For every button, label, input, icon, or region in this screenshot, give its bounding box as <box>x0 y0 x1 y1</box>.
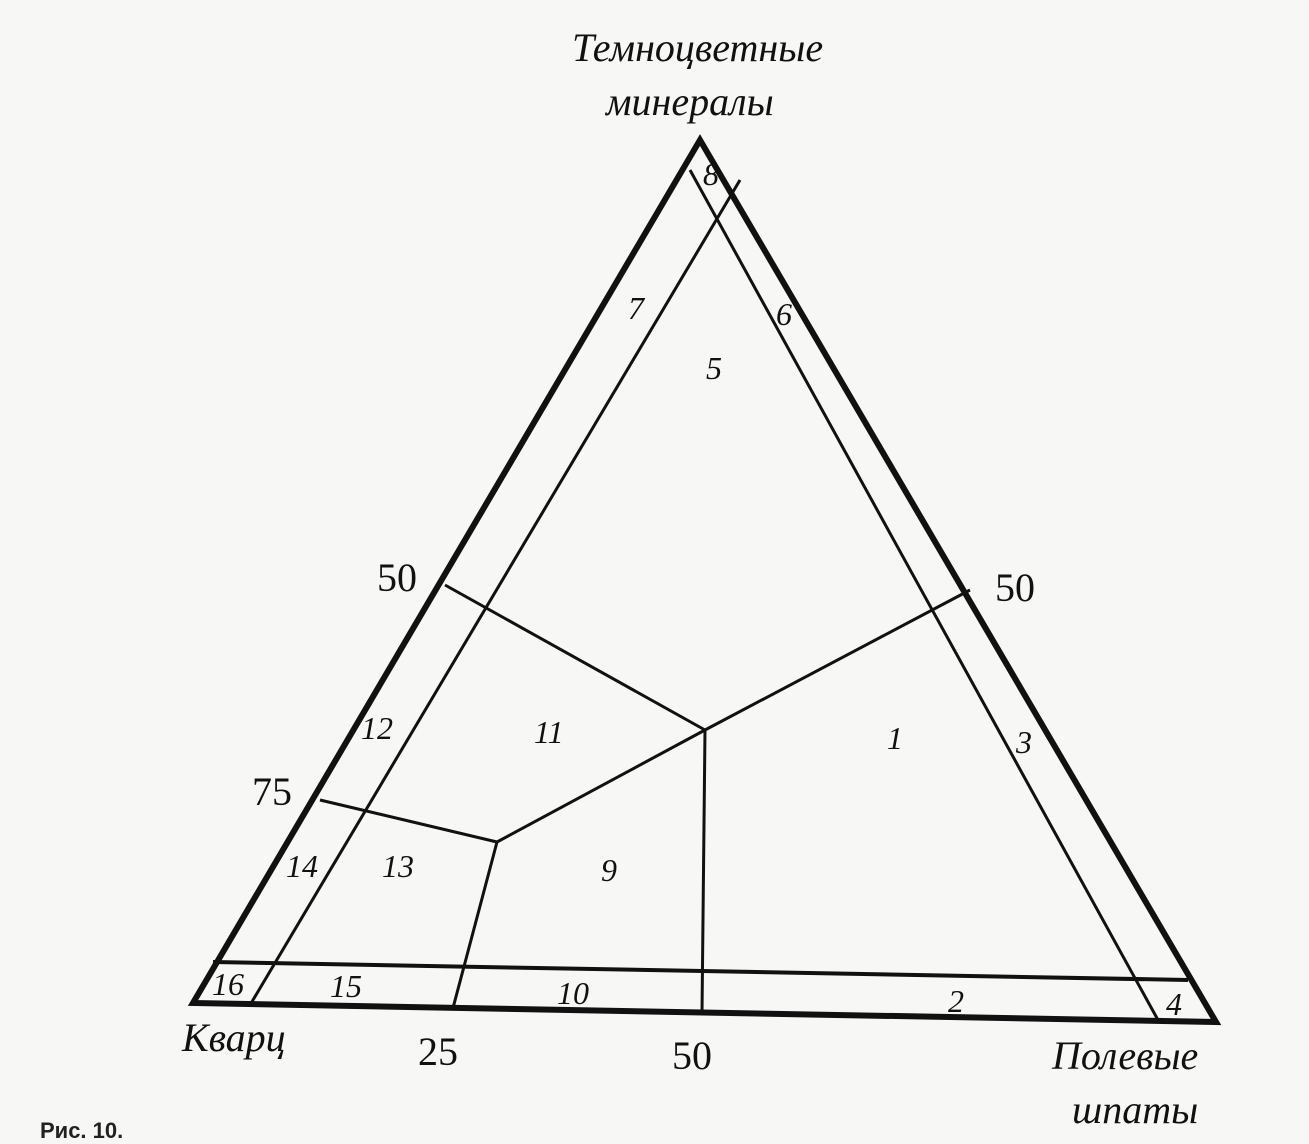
boundary-center-to-13 <box>497 730 705 842</box>
field-label-9: 9 <box>601 852 617 888</box>
apex-feldspars-line2: шпаты <box>1072 1087 1199 1132</box>
field-label-2: 2 <box>948 983 964 1019</box>
boundary-75-line <box>320 800 497 842</box>
field-label-6: 6 <box>776 296 792 332</box>
boundary-50-right <box>705 590 970 730</box>
field-label-10: 10 <box>557 975 589 1011</box>
field-label-11: 11 <box>534 714 564 750</box>
boundary-25-line <box>453 842 497 1008</box>
field-label-14: 14 <box>286 848 318 884</box>
field-label-5: 5 <box>706 350 722 386</box>
field-label-4: 4 <box>1166 986 1182 1022</box>
apex-dark-minerals-line2: минералы <box>606 79 774 124</box>
field-label-15: 15 <box>330 968 362 1004</box>
field-label-1: 1 <box>887 720 903 756</box>
field-label-3: 3 <box>1016 724 1032 760</box>
apex-quartz: Кварц <box>182 1015 286 1060</box>
tick-bottom-25: 25 <box>418 1029 458 1074</box>
tick-bottom-50: 50 <box>672 1033 712 1078</box>
tick-left-75: 75 <box>252 769 292 814</box>
field-label-13: 13 <box>382 848 414 884</box>
boundary-50-left <box>445 585 705 730</box>
figure-caption: Рис. 10. <box>40 1118 124 1143</box>
inner-left-line <box>250 180 740 1005</box>
field-label-8: 8 <box>703 156 719 192</box>
apex-dark-minerals-line1: Темноцветные <box>572 25 824 70</box>
tick-left-50: 50 <box>377 555 417 600</box>
field-label-7: 7 <box>628 290 644 326</box>
apex-feldspars-line1: Полевые <box>1052 1033 1199 1078</box>
field-label-16: 16 <box>212 966 244 1002</box>
inner-right-line <box>690 170 1158 1020</box>
field-label-12: 12 <box>361 710 393 746</box>
tick-right-50: 50 <box>995 565 1035 610</box>
